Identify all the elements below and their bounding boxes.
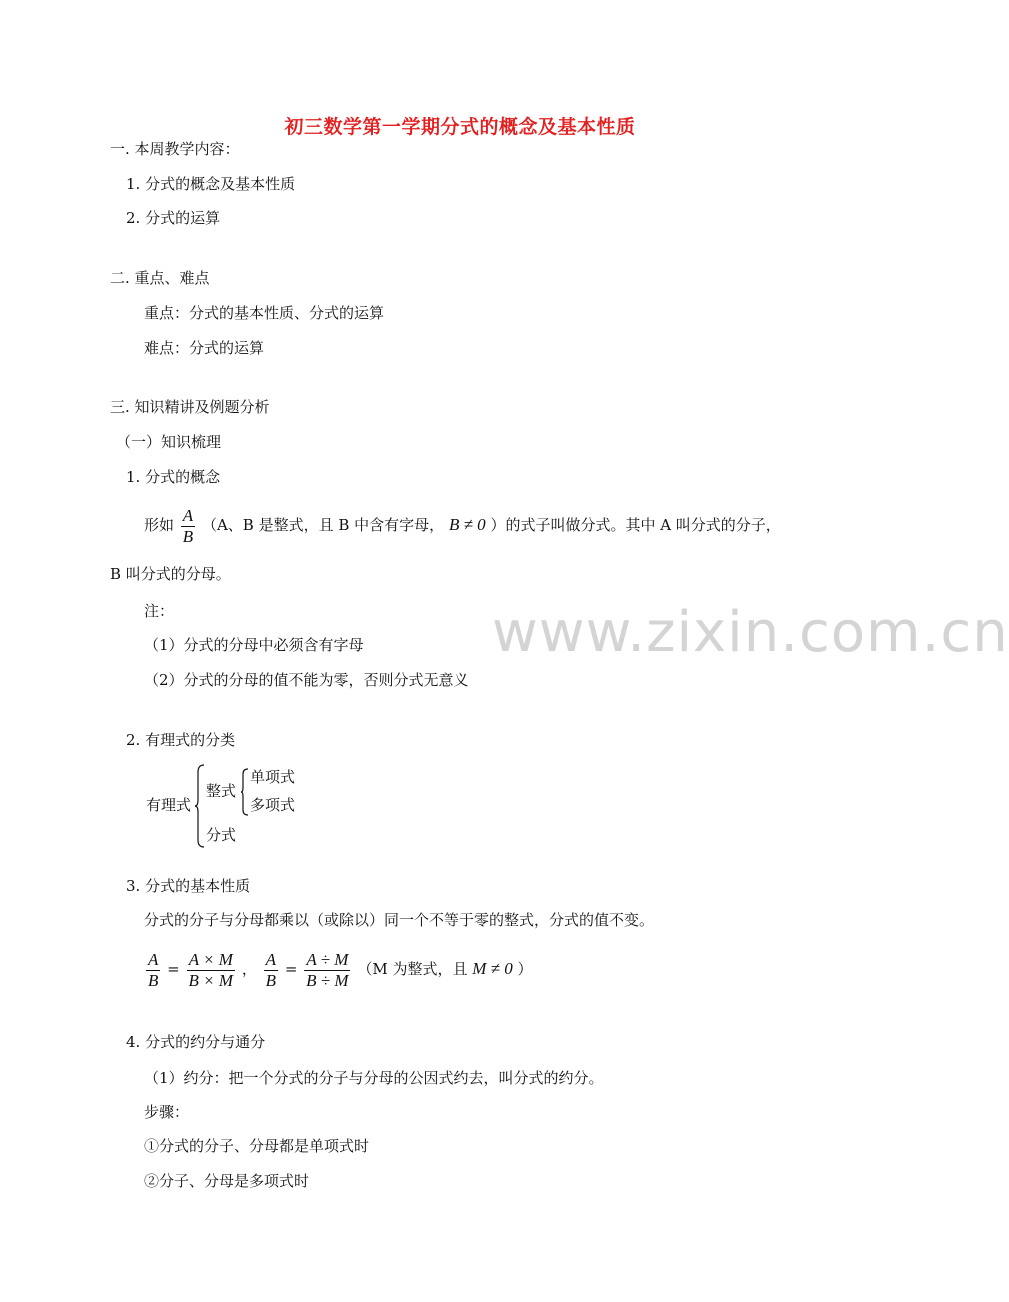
- classify-heading: 2. 有理式的分类: [126, 731, 236, 749]
- note-label: 注：: [144, 602, 175, 620]
- classify-poly: 整式: [206, 782, 237, 800]
- reduce-definition: （1）约分：把一个分式的分子与分母的公因式约去，叫分式的约分。: [144, 1069, 604, 1087]
- classify-multi: 多项式: [250, 796, 296, 814]
- concept-post: ）的式子叫做分式。其中 A 叫分式的分子，: [490, 516, 781, 534]
- classify-outer-brace: [194, 764, 206, 848]
- formula-condition-pre: （M 为整式，且: [357, 960, 468, 978]
- formula-fraction-1-num: A: [148, 949, 159, 969]
- section-3-heading: 三. 知识精讲及例题分析: [110, 398, 270, 416]
- formula-fraction-3-num: A: [265, 949, 277, 969]
- formula-fraction-3-den: B: [265, 970, 277, 990]
- note-2: （2）分式的分母的值不能为零，否则分式无意义: [144, 671, 469, 689]
- section-3-subheading: （一）知识梳理: [116, 433, 222, 451]
- property-formula: [144, 946, 533, 992]
- formula-condition-post: ）: [517, 960, 533, 978]
- classify-mono: 单项式: [250, 768, 296, 786]
- reduce-steps-label: 步骤：: [144, 1103, 190, 1121]
- note-1: （1）分式的分母中必须含有字母: [144, 636, 364, 654]
- concept-definition: [144, 502, 781, 548]
- formula-fraction-4-den: B ÷ M: [306, 970, 349, 990]
- section-1-item-2: 2. 分式的运算: [126, 209, 221, 227]
- classify-inner-brace: [240, 768, 250, 816]
- key-point: 重点：分式的基本性质、分式的运算: [144, 304, 385, 322]
- classify-root: 有理式: [146, 796, 192, 814]
- section-1-heading: 一. 本周教学内容：: [110, 140, 240, 158]
- formula-fraction-2-den: B × M: [188, 970, 234, 990]
- formula-fraction-1-den: B: [148, 970, 159, 990]
- formula-equals-2: =: [284, 960, 298, 978]
- reduce-heading: 4. 分式的约分与通分: [126, 1033, 266, 1051]
- formula-equals-1: =: [167, 960, 180, 978]
- formula-fraction-1: [146, 950, 160, 991]
- concept-pre: 形如: [144, 516, 175, 534]
- section-2-heading: 二. 重点、难点: [110, 269, 210, 287]
- concept-fraction-numerator: A: [182, 505, 194, 525]
- property-text: 分式的分子与分母都乘以（或除以）同一个不等于零的整式，分式的值不变。: [144, 911, 655, 929]
- formula-fraction-4-num: A ÷ M: [306, 949, 349, 969]
- section-1-item-1: 1. 分式的概念及基本性质: [126, 175, 296, 193]
- concept-fraction-denominator: B: [182, 526, 194, 546]
- watermark: www.zixin.com.cn: [492, 600, 1009, 665]
- concept-continuation: B 叫分式的分母。: [110, 565, 231, 583]
- concept-fraction: [181, 506, 195, 547]
- formula-fraction-2-num: A × M: [188, 949, 233, 969]
- reduce-step-2: ②分子、分母是多项式时: [144, 1172, 310, 1190]
- concept-mid: （A、B 是整式，且 B 中含有字母，: [201, 516, 445, 534]
- formula-fraction-2: [187, 950, 236, 991]
- formula-fraction-4: [304, 950, 350, 991]
- difficult-point: 难点：分式的运算: [144, 339, 265, 357]
- property-heading: 3. 分式的基本性质: [126, 877, 251, 895]
- classify-fraction: 分式: [206, 826, 237, 844]
- page-title: 初三数学第一学期分式的概念及基本性质: [284, 116, 636, 138]
- concept-heading: 1. 分式的概念: [126, 468, 221, 486]
- formula-comma: ，: [241, 960, 257, 978]
- reduce-step-1: ①分式的分子、分母都是单项式时: [144, 1137, 370, 1155]
- formula-condition: M ≠ 0: [472, 959, 513, 978]
- formula-fraction-3: [264, 950, 278, 991]
- concept-condition: B ≠ 0: [448, 515, 486, 534]
